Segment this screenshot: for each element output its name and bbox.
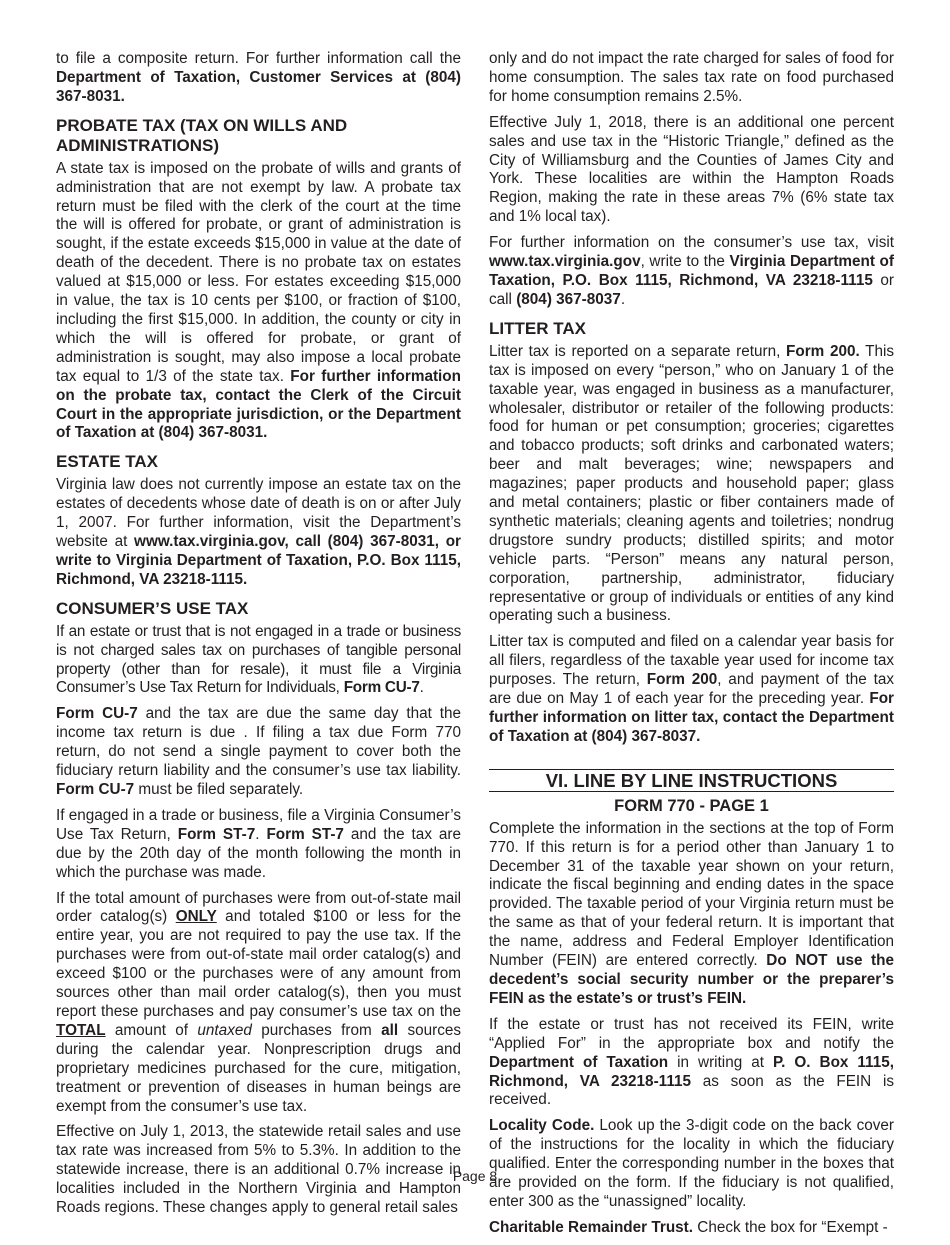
- historic-triangle-paragraph: Effective July 1, 2018, there is an additional one percent sales and use tax in the “Historic Triangle,” defined as the City of Williamsburg and the Counties of James City and York. These localities are within the Hampton Roads Region, making the rate in these areas 7% (6% state tax and 1% local tax).: [489, 113, 894, 226]
- consumers-use-tax-paragraph-5: Effective on July 1, 2013, the statewide retail sales and use tax rate was increased from 5% to 5.3%. In addition to the statewide increase, there is an additional 0.7% increase in localities included in the Northern Virginia and Hampton Roads regions. These changes apply to general retail sales: [56, 1123, 461, 1217]
- use-tax-contact-paragraph: For further information on the consumer’s use tax, visit www.tax.virginia.gov, write to the Virginia Department of Taxation, P.O. Box 1115, Richmond, VA 23218-1115 or call (804) 367-8037.: [489, 234, 894, 308]
- litter-tax-paragraph-2: Litter tax is computed and filed on a calendar year basis for all filers, regardless of the taxable year used for income tax purposes. The return, Form 200, and payment of the tax are due on May 1 of each year for the preceding year. For further information on litter tax, contact the Department of Taxation at (804) 367-8037.: [489, 633, 894, 745]
- form-770-paragraph-1: Complete the information in the sections at the top of Form 770. If this return is for a period other than January 1 to December 31 of the taxable year shown on your return, indicate the fiscal beginning and ending dates in the space provided. The taxable period of your Virginia return must be the same as that of your federal return. It is important that the name, address and Federal Employer Identification Number (FEIN) are entered correctly. Do NOT use the decedent’s social security number or the preparer’s FEIN as the estate’s or trust’s FEIN.: [489, 819, 895, 1007]
- consumers-use-tax-paragraph-1: If an estate or trust that is not engaged in a trade or business is not charged sales tax on purchases of tangible personal property (other than for resale), it must file a Virginia Consumer’s Use Tax Return for Individuals, Form CU-7.: [56, 622, 461, 697]
- right-column: [489, 50, 894, 1245]
- consumers-use-tax-paragraph-3: If engaged in a trade or business, file a Virginia Consumer’s Use Tax Return, Form ST-7. Form ST-7 and the tax are due by the 20th day of the month following the month in which the purchase was made.: [56, 806, 462, 881]
- line-by-line-instructions-heading: VI. LINE BY LINE INSTRUCTIONS: [489, 769, 894, 792]
- estate-tax-paragraph: Virginia law does not currently impose an estate tax on the estates of decedents whose date of death is on or after July 1, 2007. For further information, visit the Department’s website at www.tax.virginia.gov, call (804) 367-8031, or write to Virginia Department of Taxation, P.O. Box 1115, Richmond, VA 23218-1115.: [56, 476, 461, 588]
- intro-paragraph: to file a composite return. For further information call the Department of Taxation, Customer Services at (804) 367-8031.: [56, 50, 461, 105]
- litter-tax-paragraph-1: Litter tax is reported on a separate return, Form 200. This tax is imposed on every “person,” who on January 1 of the taxable year, was engaged in business as a manufacturer, wholesaler, distributor or retailer of the following products: food for human or pet consumption; groceries; cigarettes and tobacco products; soft drinks and carbonated waters; beer and malt beverages; wine; newspapers and magazines; paper products and household paper; glass and metal containers; plastic or fiber containers made of synthetic materials; cleaning agents and toiletries; nondrug drugstore sundry products; distilled spirits; and motor vehicle parts. “Person” means any natural person, corporation, partnership, administrator, fiduciary representative or group of individuals or entities of any kind operating such a business.: [489, 342, 895, 625]
- consumers-use-tax-paragraph-4: If the total amount of purchases were from out-of-state mail order catalog(s) ONLY and totaled $100 or less for the entire year, you are not required to pay the use tax. If the purchases were from out-of-state mail order catalog(s) and exceed $100 or the purchases were of any amount from sources other than mail order catalog(s), then you must report these purchases and pay consumer’s use tax on the TOTAL amount of untaxed purchases from all sources during the calendar year. Nonprescription drugs and proprietary medicines purchased for the cure, mitigation, treatment or prevention of diseases in human beings are exempt from the consumer’s use tax.: [56, 889, 462, 1115]
- estate-tax-heading: ESTATE TAX: [56, 452, 158, 472]
- charitable-remainder-trust-paragraph: Charitable Remainder Trust. Check the box for “Exempt -: [489, 1218, 888, 1236]
- consumers-use-tax-heading: CONSUMER’S USE TAX: [56, 598, 249, 618]
- sales-tax-continued-paragraph: only and do not impact the rate charged for sales of food for home consumption. The sales tax rate on food purchased for home consumption remains 2.5%.: [489, 50, 894, 105]
- probate-tax-heading: PROBATE TAX (TAX ON WILLS AND ADMINISTRATIONS): [56, 115, 348, 155]
- page-number: Page 8: [452, 1168, 498, 1184]
- consumers-use-tax-paragraph-2: Form CU-7 and the tax are due the same day that the income tax return is due . If filing a tax due Form 770 return, do not send a single payment to cover both the fiduciary return liability and the consumer’s use tax liability. Form CU-7 must be filed separately.: [56, 705, 462, 798]
- locality-code-paragraph: Locality Code. Look up the 3-digit code on the back cover of the instructions for the locality in which the fiduciary qualified. Enter the corresponding number in the boxes that are provided on the form. If the fiduciary is not qualified, enter 300 as the “unassigned” locality.: [489, 1117, 895, 1210]
- litter-tax-heading: LITTER TAX: [489, 318, 586, 338]
- form-770-page-1-heading: FORM 770 - PAGE 1: [614, 796, 769, 815]
- probate-tax-paragraph: A state tax is imposed on the probate of wills and grants of administration that are not exempt by law. A probate tax return must be filed with the clerk of the court at the time the will is offered for probate, or grant of administration is sought, if the estate exceeds $15,000 in value at the date of death of the decedent. There is no probate tax on estates valued at $15,000 or less. For estates exceeding $15,000 in value, the tax is 10 cents per $100, or fraction of $100, including the first $15,000. In addition, the county or city in which the will is offered for probate, or grant of administration is sought, may also impose a local probate tax equal to 1/3 of the state tax. For further information on the probate tax, contact the Clerk of the Circuit Court in the appropriate jurisdiction, or the Department of Taxation at (804) 367-8031.: [56, 159, 461, 442]
- form-770-paragraph-2: If the estate or trust has not received its FEIN, write “Applied For” in the appropriate box and notify the Department of Taxation in writing at P. O. Box 1115, Richmond, VA 23218-1115 as soon as the FEIN is received.: [489, 1015, 894, 1109]
- left-column: [56, 50, 461, 1225]
